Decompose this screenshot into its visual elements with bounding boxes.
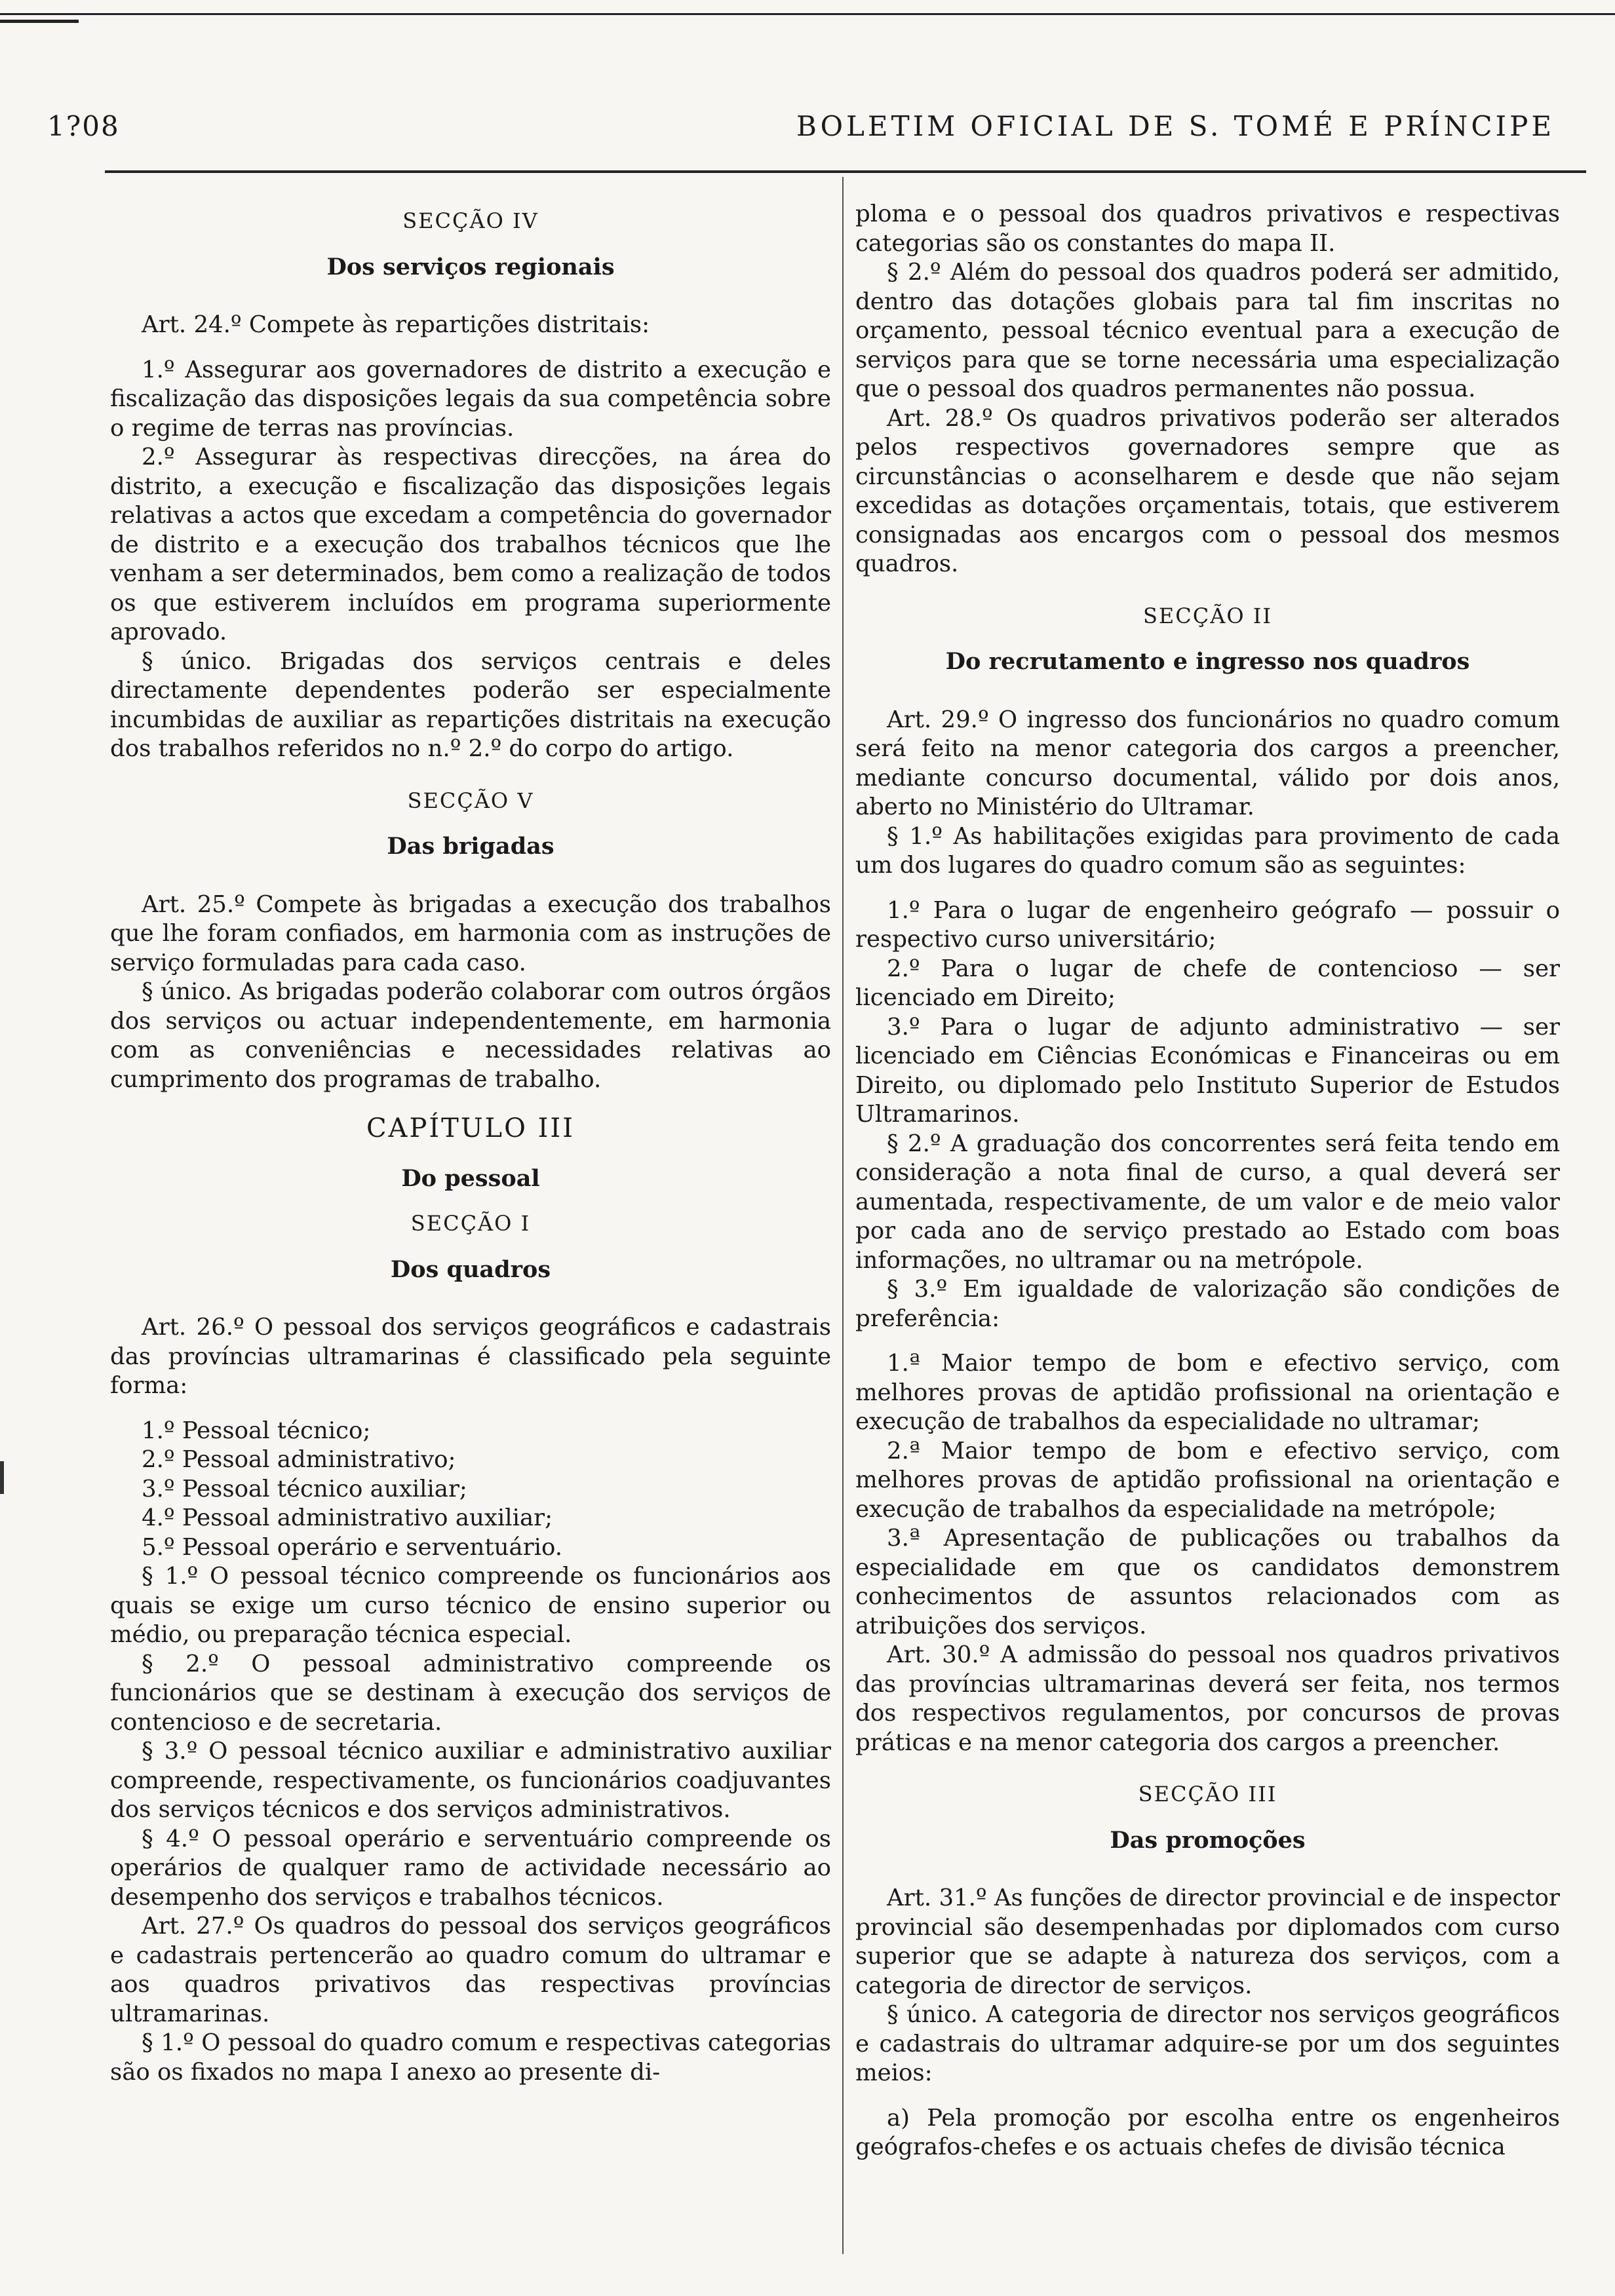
article-26-paragraph-3: § 3.º O pessoal técnico auxiliar e administrativo auxiliar compreende, respectivamente, os funcionários coadjuvantes dos serviços técnicos e dos serviços administrativos.	[110, 1738, 831, 1823]
article-31-paragraph-unico: § único. A categoria de director nos serviços geográficos e cadastrais do ultramar adquire-se por um dos seguintes meios:	[855, 2001, 1560, 2086]
scan-margin-mark	[0, 1461, 4, 1494]
article-24: Art. 24.º Compete às repartições distritais:	[142, 311, 650, 338]
section-title: SECÇÃO II	[1142, 603, 1273, 628]
list-item: 4.º Pessoal administrativo auxiliar;	[142, 1504, 553, 1531]
article-29-item-3: 3.º Para o lugar de adjunto administrativo — ser licenciado em Ciências Económicas e Financeiras ou em Direito, ou diplomado pelo Instituto Superior de Estudos Ultramarinos.	[855, 1013, 1560, 1128]
section-title: SECÇÃO V	[407, 788, 534, 813]
article-29-item-1: 1.º Para o lugar de engenheiro geógrafo — possuir o respectivo curso universitário;	[855, 896, 1560, 953]
article-24-item-1: 1.º Assegurar aos governadores de distrito a execução e fiscalização das disposições legais da sua competência sobre o regime de terras nas províncias.	[110, 356, 831, 442]
article-27-paragraph-1: § 1.º O pessoal do quadro comum e respectivas categorias são os fixados no mapa I anexo ao presente di-	[110, 2029, 831, 2086]
section-title: SECÇÃO I	[410, 1211, 531, 1236]
article-31: Art. 31.º As funções de director provincial e de inspector provincial são desempenhadas por diplomados com curso superior que se adapte à natureza dos serviços, com a categoria de director de serviços.	[855, 1885, 1560, 1999]
article-29-item-2: 2.º Para o lugar de chefe de contencioso — ser licenciado em Direito;	[855, 955, 1560, 1011]
header-rule	[105, 170, 1586, 173]
article-26-paragraph-1: § 1.º O pessoal técnico compreende os funcionários aos quais se exige um curso técnico de ensino superior ou médio, ou preparação técnica especial.	[110, 1563, 831, 1648]
article-29-paragraph-1: § 1.º As habilitações exigidas para provimento de cada um dos lugares do quadro comum são as seguintes:	[855, 822, 1560, 879]
article-26-paragraph-4: § 4.º O pessoal operário e serventuário compreende os operários de qualquer ramo de actividade necessário ao desempenho dos serviços e trabalhos técnicos.	[110, 1825, 831, 1911]
list-item: 5.º Pessoal operário e serventuário.	[142, 1533, 563, 1561]
article-31-item-a: a) Pela promoção por escolha entre os engenheiros geógrafos-chefes e os actuais chefes de divisão técnica	[855, 2104, 1560, 2160]
list-item: 1.º Pessoal técnico;	[142, 1417, 371, 1444]
article-29-paragraph-2: § 2.º A graduação dos concorrentes será feita tendo em consideração a nota final de curso, a qual deverá ser aumentada, respectivamente, de um valor e de meio valor por cada ano de serviço prestado ao Estado com boas informações, no ultramar ou na metrópole.	[855, 1130, 1560, 1274]
scan-edge-mark	[0, 20, 79, 23]
section-heading: Dos serviços regionais	[326, 253, 615, 280]
list-item: 3.º Pessoal técnico auxiliar;	[142, 1475, 467, 1502]
article-27-continuation: ploma e o pessoal dos quadros privativos e respectivas categorias são os constantes do mapa II.	[855, 201, 1560, 257]
preference-3: 3.ª Apresentação de publicações ou trabalhos da especialidade em que os candidatos demonstrem conhecimentos de assuntos relacionados com as atribuições dos serviços.	[855, 1525, 1560, 1639]
scan-edge-line	[0, 13, 1615, 15]
section-heading: Das promoções	[1110, 1826, 1306, 1854]
left-column	[110, 200, 831, 2087]
page-header	[47, 110, 1555, 149]
article-24-item-2: 2.º Assegurar às respectivas direcções, na área do distrito, a execução e fiscalização das disposições legais relativas a actos que excedam a competência do governador de distrito e a execução dos trabalhos técnicos que lhe venham a ser determinados, bem como a realização de todos os que estiverem incluídos em programa superiormente aprovado.	[110, 444, 831, 645]
article-26-list	[110, 1417, 831, 1563]
article-25: Art. 25.º Compete às brigadas a execução dos trabalhos que lhe foram confiados, em harmonia com as instruções de serviço formuladas para cada caso.	[110, 890, 831, 976]
article-27-paragraph-2: § 2.º Além do pessoal dos quadros poderá ser admitido, dentro das dotações globais para tal fim inscritas no orçamento, pessoal técnico eventual para a execução de serviços para que se torne necessária uma especialização que o pessoal dos quadros permanentes não possua.	[855, 259, 1560, 402]
article-28: Art. 28.º Os quadros privativos poderão ser alterados pelos respectivos governadores sempre que as circunstâncias o aconselharem e desde que não sejam excedidas as dotações orçamentais, totais, que estiverem consignadas aos encargos com o pessoal dos mesmos quadros.	[855, 404, 1560, 577]
article-26-paragraph-2: § 2.º O pessoal administrativo compreende os funcionários que se destinam à execução dos serviços de contencioso e de secretaria.	[110, 1650, 831, 1736]
preference-1: 1.ª Maior tempo de bom e efectivo serviço, com melhores provas de aptidão profissional na orientação e execução de trabalhos da especialidade no ultramar;	[855, 1350, 1560, 1435]
chapter-title: CAPÍTULO III	[366, 1113, 575, 1143]
section-heading: Das brigadas	[387, 833, 555, 860]
section-heading: Dos quadros	[390, 1255, 551, 1283]
article-27: Art. 27.º Os quadros do pessoal dos serviços geográficos e cadastrais pertencerão ao quadro comum do ultramar e aos quadros privativos das respectivas províncias ultramarinas.	[110, 1913, 831, 2027]
preference-2: 2.ª Maior tempo de bom e efectivo serviço, com melhores provas de aptidão profissional na orientação e execução de trabalhos da especialidade na metrópole;	[855, 1437, 1560, 1523]
article-25-paragraph-unico: § único. As brigadas poderão colaborar com outros órgãos dos serviços ou actuar independentemente, em harmonia com as conveniências e necessidades relativas ao cumprimento dos programas de trabalho.	[110, 978, 831, 1093]
journal-title: BOLETIM OFICIAL DE S. TOMÉ E PRÍNCIPE	[796, 110, 1555, 142]
article-29-paragraph-3: § 3.º Em igualdade de valorização são condições de preferência:	[855, 1276, 1560, 1332]
article-29: Art. 29.º O ingresso dos funcionários no quadro comum será feito na menor categoria dos cargos a preencher, mediante concurso documental, válido por dois anos, aberto no Ministério do Ultramar.	[855, 706, 1560, 820]
chapter-heading: Do pessoal	[401, 1164, 540, 1192]
right-column	[855, 200, 1560, 2162]
list-item: 2.º Pessoal administrativo;	[142, 1446, 456, 1473]
article-30: Art. 30.º A admissão do pessoal nos quadros privativos das províncias ultramarinas deverá ser feita, nos termos dos respectivos regulamentos, por concursos de provas práticas e na menor categoria dos cargos a preencher.	[855, 1641, 1560, 1756]
section-heading: Do recrutamento e ingresso nos quadros	[945, 648, 1470, 675]
page-number: 1?08	[47, 110, 120, 142]
section-title: SECÇÃO III	[1138, 1782, 1277, 1807]
section-title: SECÇÃO IV	[402, 208, 539, 233]
article-26: Art. 26.º O pessoal dos serviços geográficos e cadastrais das províncias ultramarinas é classificado pela seguinte forma:	[110, 1314, 831, 1399]
column-divider	[842, 177, 844, 2254]
article-24-paragraph-unico: § único. Brigadas dos serviços centrais e deles directamente dependentes poderão ser especialmente incumbidas de auxiliar as repartições distritais na execução dos trabalhos referidos no n.º 2.º do corpo do artigo.	[110, 647, 831, 762]
